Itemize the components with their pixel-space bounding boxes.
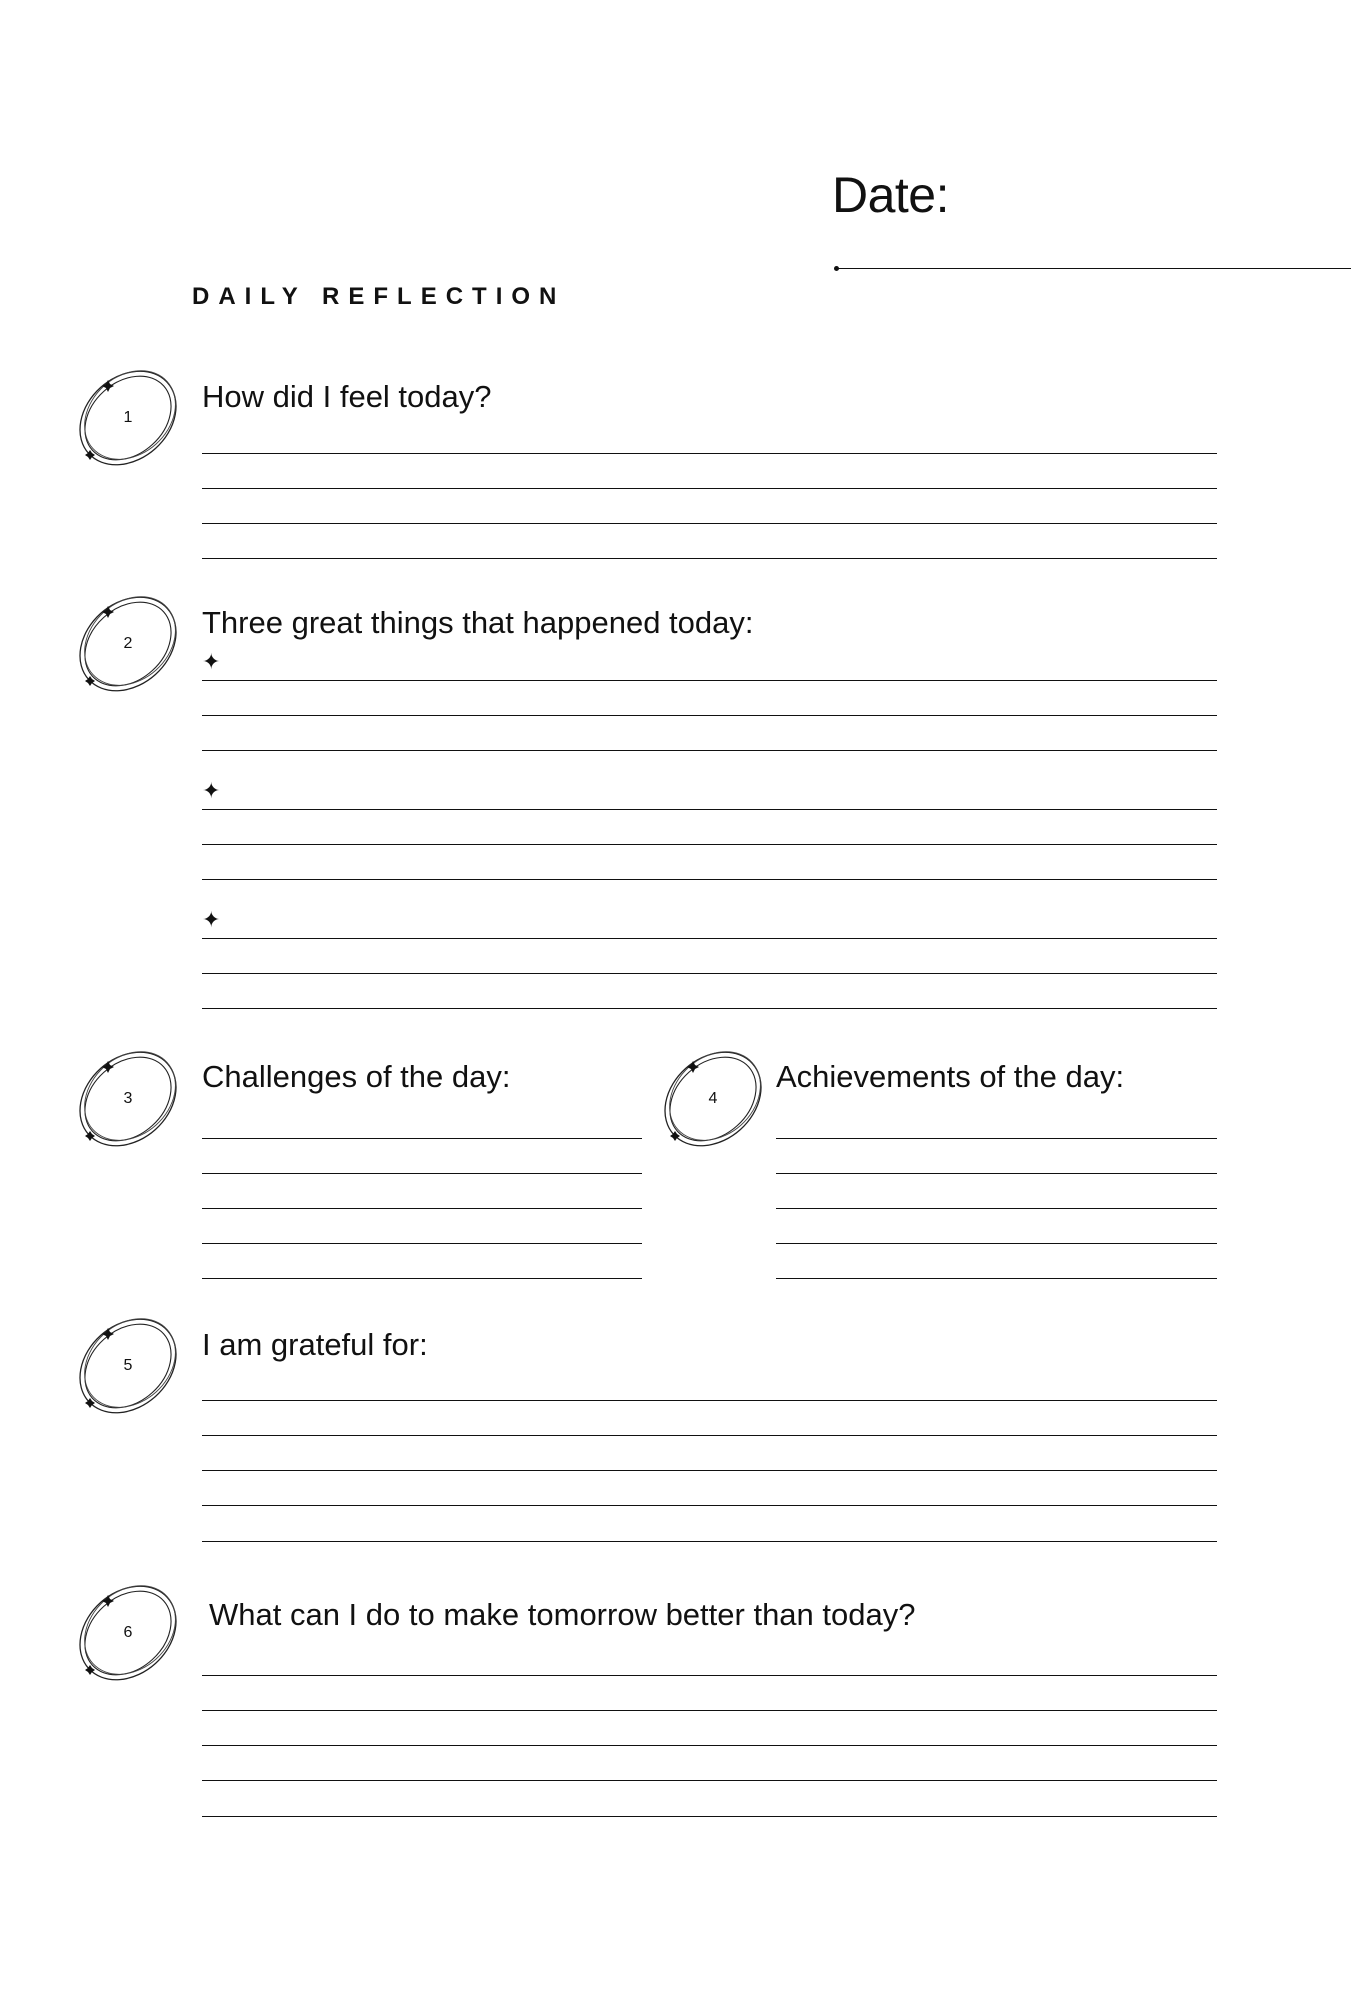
- section-number: 2: [123, 635, 133, 652]
- section-number: 5: [123, 1357, 133, 1374]
- date-line[interactable]: [836, 268, 1351, 269]
- writing-line[interactable]: [202, 1435, 1217, 1436]
- writing-line[interactable]: [202, 1745, 1217, 1746]
- writing-line[interactable]: [202, 1008, 1217, 1009]
- writing-line[interactable]: [776, 1278, 1217, 1279]
- writing-line[interactable]: [202, 750, 1217, 751]
- writing-line[interactable]: [202, 523, 1217, 524]
- writing-line[interactable]: [202, 1710, 1217, 1711]
- writing-line[interactable]: [202, 558, 1217, 559]
- section-2-badge: [70, 594, 186, 694]
- four-point-star-icon: ✦: [202, 907, 221, 932]
- section-5-badge: [70, 1316, 186, 1416]
- section-6-prompt: What can I do to make tomorrow better than today?: [209, 1597, 916, 1632]
- section-number: 1: [123, 409, 133, 426]
- section-1-badge: [70, 368, 186, 468]
- section-4-badge: [655, 1049, 771, 1149]
- section-3-badge: [70, 1049, 186, 1149]
- writing-line[interactable]: [202, 973, 1217, 974]
- section-5-prompt: I am grateful for:: [202, 1327, 428, 1362]
- four-point-star-icon: ✦: [202, 778, 221, 803]
- writing-line[interactable]: [202, 938, 1217, 939]
- section-number: 3: [123, 1090, 133, 1107]
- writing-line[interactable]: [202, 1400, 1217, 1401]
- writing-line[interactable]: [202, 453, 1217, 454]
- writing-line[interactable]: [202, 715, 1217, 716]
- writing-line[interactable]: [202, 488, 1217, 489]
- writing-line[interactable]: [202, 809, 1217, 810]
- writing-line[interactable]: [202, 680, 1217, 681]
- writing-line[interactable]: [202, 1505, 1217, 1506]
- writing-line[interactable]: [202, 1138, 642, 1139]
- writing-line[interactable]: [776, 1173, 1217, 1174]
- writing-line[interactable]: [202, 1243, 642, 1244]
- section-2-prompt: Three great things that happened today:: [202, 605, 754, 640]
- section-number: 4: [708, 1090, 718, 1107]
- writing-line[interactable]: [776, 1243, 1217, 1244]
- section-number: 6: [123, 1624, 133, 1641]
- writing-line[interactable]: [202, 1470, 1217, 1471]
- section-3-prompt: Challenges of the day:: [202, 1059, 511, 1094]
- writing-line[interactable]: [776, 1208, 1217, 1209]
- writing-line[interactable]: [202, 844, 1217, 845]
- writing-line[interactable]: [202, 1208, 642, 1209]
- writing-line[interactable]: [202, 1173, 642, 1174]
- section-4-prompt: Achievements of the day:: [776, 1059, 1125, 1094]
- four-point-star-icon: ✦: [202, 649, 221, 674]
- writing-line[interactable]: [202, 1541, 1217, 1542]
- writing-line[interactable]: [202, 1816, 1217, 1817]
- writing-line[interactable]: [202, 1675, 1217, 1676]
- writing-line[interactable]: [202, 1780, 1217, 1781]
- date-label: Date:: [832, 167, 950, 223]
- writing-line[interactable]: [202, 1278, 642, 1279]
- writing-line[interactable]: [776, 1138, 1217, 1139]
- section-1-prompt: How did I feel today?: [202, 379, 492, 414]
- page-title: DAILY REFLECTION: [192, 283, 566, 310]
- writing-line[interactable]: [202, 879, 1217, 880]
- section-6-badge: [70, 1583, 186, 1683]
